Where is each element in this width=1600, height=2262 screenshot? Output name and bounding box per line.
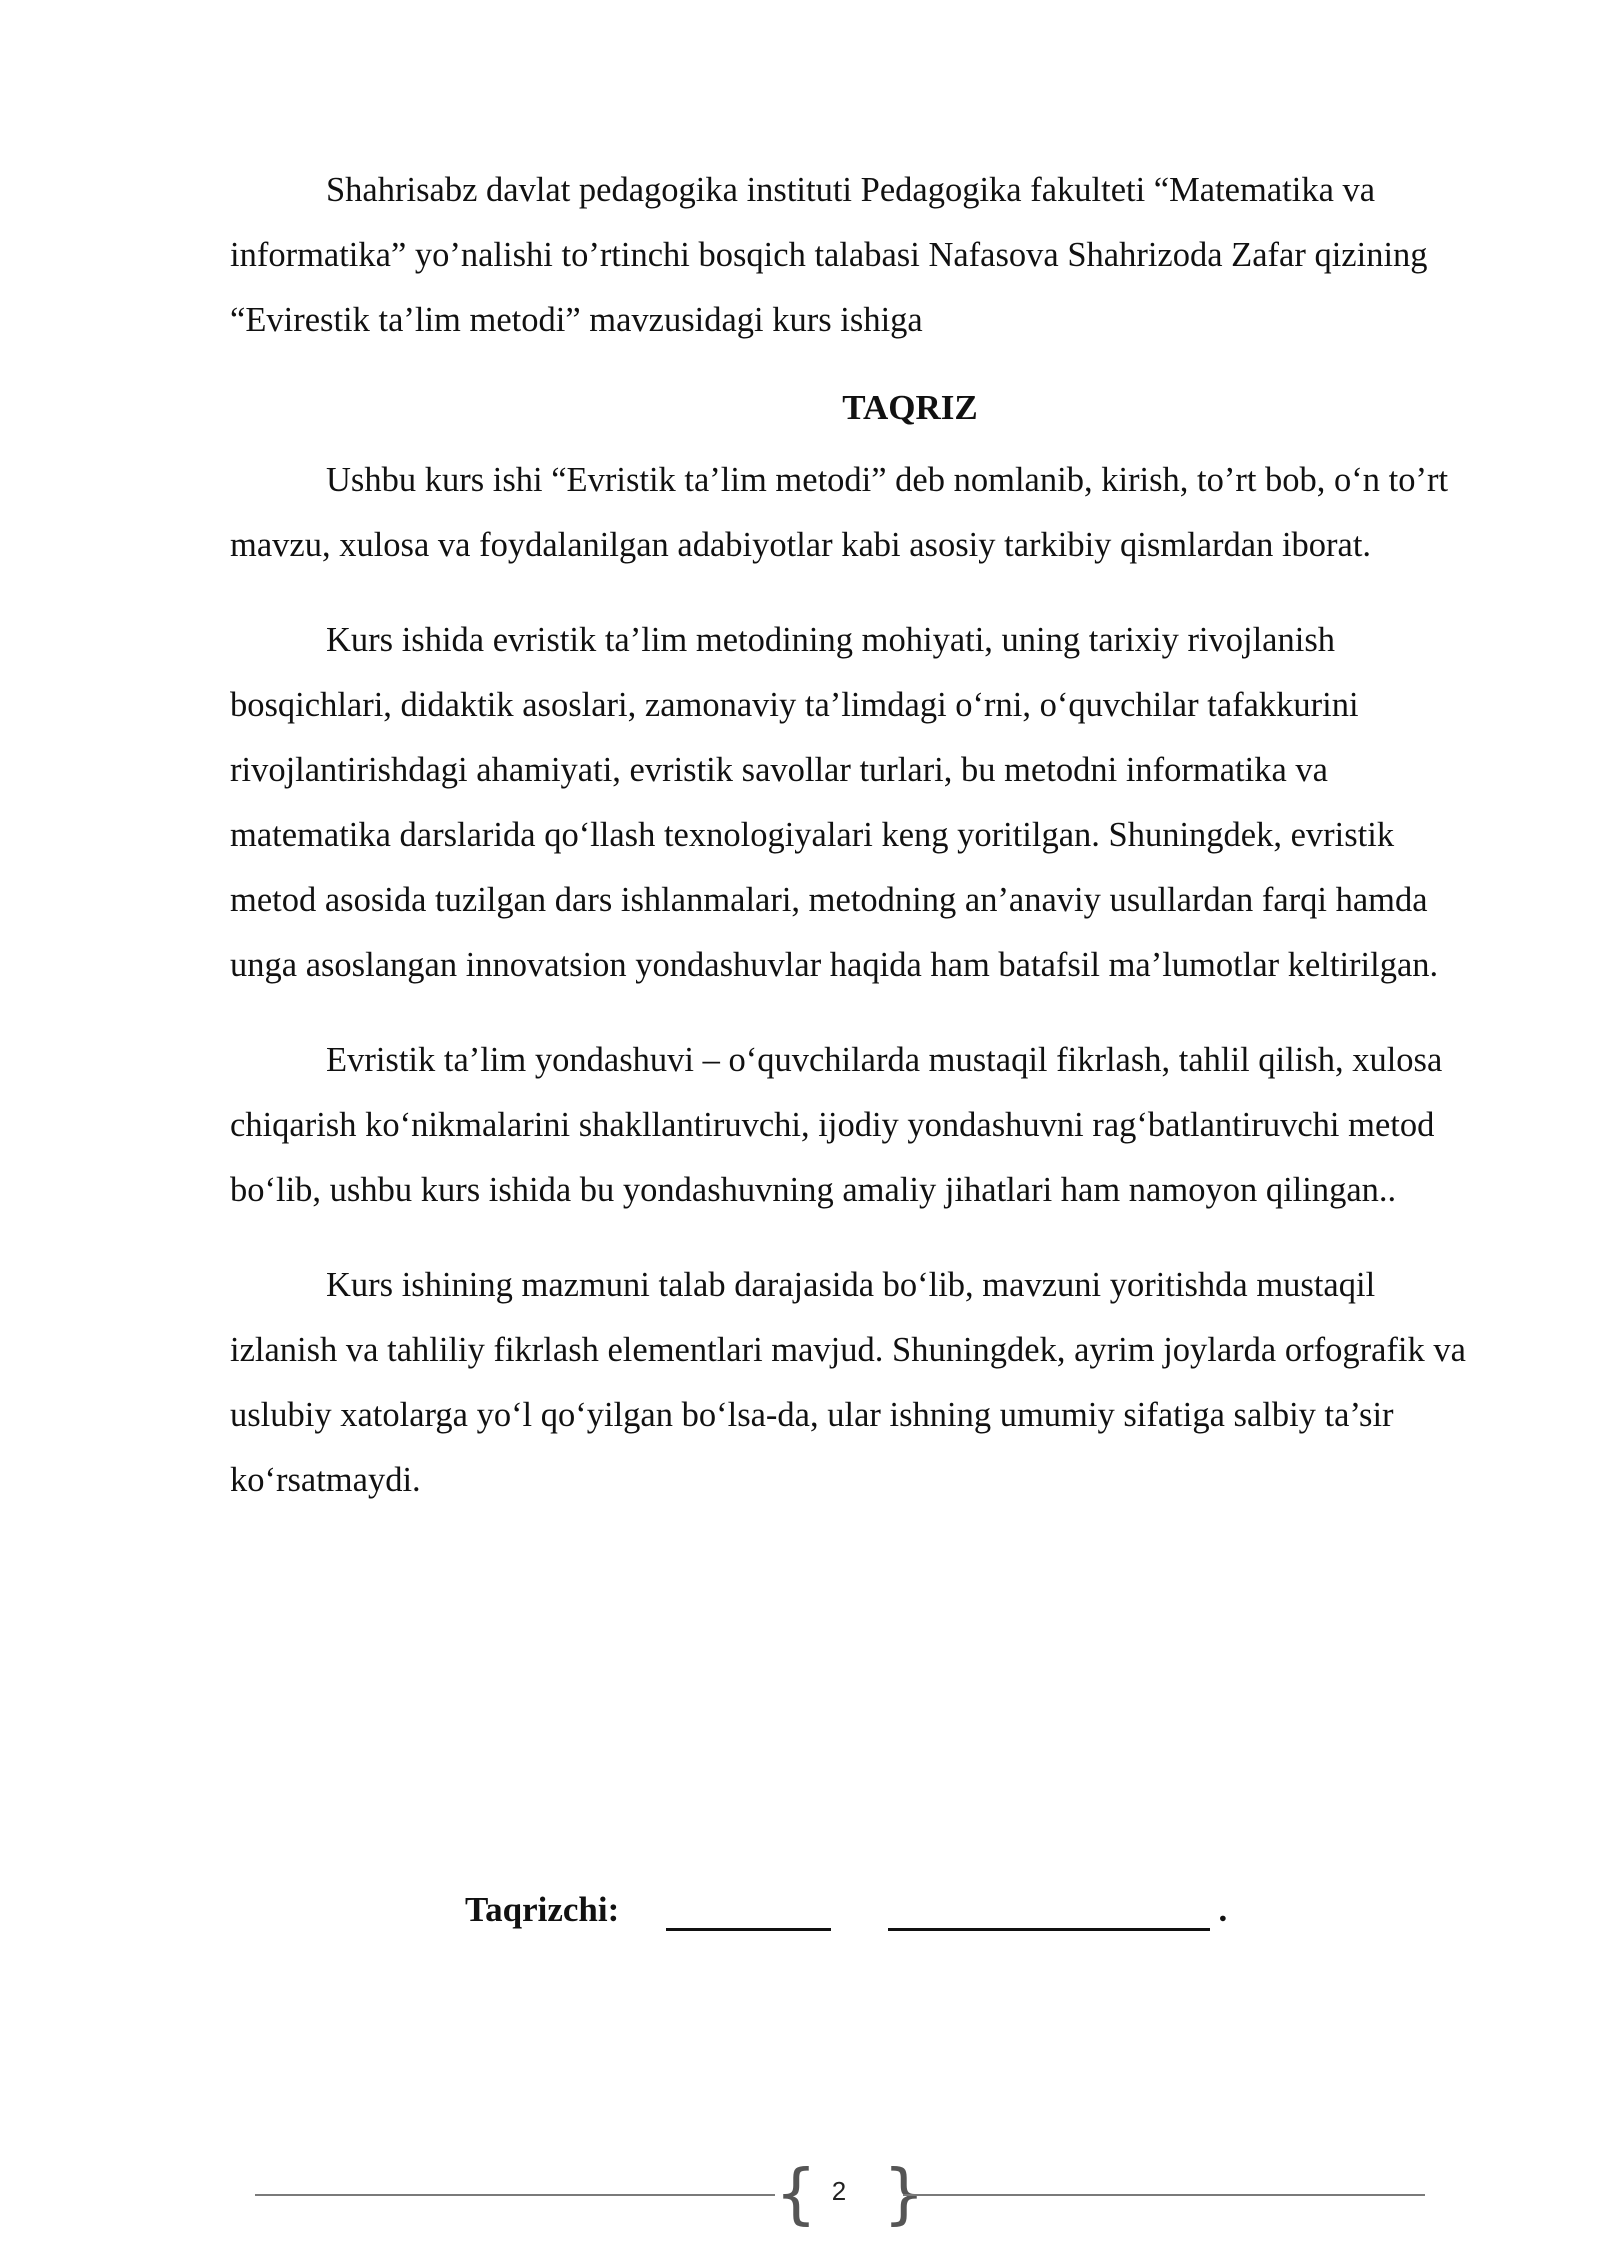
footer-rule-left: [255, 2194, 775, 2196]
reviewer-signature-block: [465, 1880, 1227, 1940]
body-paragraph-2: Kurs ishida evristik ta’lim metodining mohiyati, uning tarixiy rivojlanish bosqichlari, didaktik asoslari, zamonaviy ta’limdagi o‘rni, o‘quvchilar tafakkurini rivojlantirishdagi ahamiyati, evristik savollar turlari, bu metodni informatika va matematika darslarida qo‘llash texnologiyalari keng yoritilgan. Shuningdek, evristik metod asosida tuzilgan dars ishlanmalari, metodning an’anaviy usullardan farqi hamda unga asoslangan innovatsion yondashuvlar haqida ham batafsil ma’lumotlar keltirilgan.: [230, 621, 1439, 984]
footer-brace-left-icon: {: [775, 2155, 817, 2232]
document-heading: TAQRIZ: [842, 388, 978, 427]
signature-line: [666, 1892, 831, 1931]
footer-brace-right-icon: }: [883, 2155, 925, 2232]
name-line: [888, 1892, 1210, 1931]
signature-end-mark: .: [1218, 1890, 1228, 1929]
intro-paragraph: Shahrisabz davlat pedagogika instituti Pedagogika fakulteti “Matematika va informatika” yo’nalishi to’rtinchi bosqich talabasi Nafasova Shahrizoda Zafar qizining “Evirestik ta’lim metodi” mavzusidagi kurs ishiga: [230, 171, 1428, 339]
document-body: [230, 158, 1470, 1513]
body-paragraph-4: Kurs ishining mazmuni talab darajasida bo‘lib, mavzuni yoritishda mustaqil izlanish va tahliliy fikrlash elementlari mavjud. Shuningdek, ayrim joylarda orfografik va uslubiy xatolarga yo‘l qo‘yilgan bo‘lsa-da, ular ishning umumiy sifatiga salbiy ta’sir ko‘rsatmaydi.: [230, 1266, 1466, 1499]
reviewer-label: Taqrizchi:: [465, 1890, 620, 1929]
body-paragraph-3: Evristik ta’lim yondashuvi – o‘quvchilarda mustaqil fikrlash, tahlil qilish, xulosa chiqarish ko‘nikmalarini shakllantiruvchi, ijodiy yondashuvni rag‘batlantiruvchi metod bo‘lib, ushbu kurs ishida bu yondashuvning amaliy jihatlari ham namoyon qilingan..: [230, 1041, 1443, 1209]
body-paragraph-1: Ushbu kurs ishi “Evristik ta’lim metodi” deb nomlanib, kirish, to’rt bob, o‘n to’rt mavzu, xulosa va foydalanilgan adabiyotlar kabi asosiy tarkibiy qismlardan iborat.: [230, 461, 1449, 564]
page-number: 2: [831, 2176, 847, 2206]
footer-rule-right: [903, 2194, 1425, 2196]
page-footer: [255, 2155, 1425, 2232]
